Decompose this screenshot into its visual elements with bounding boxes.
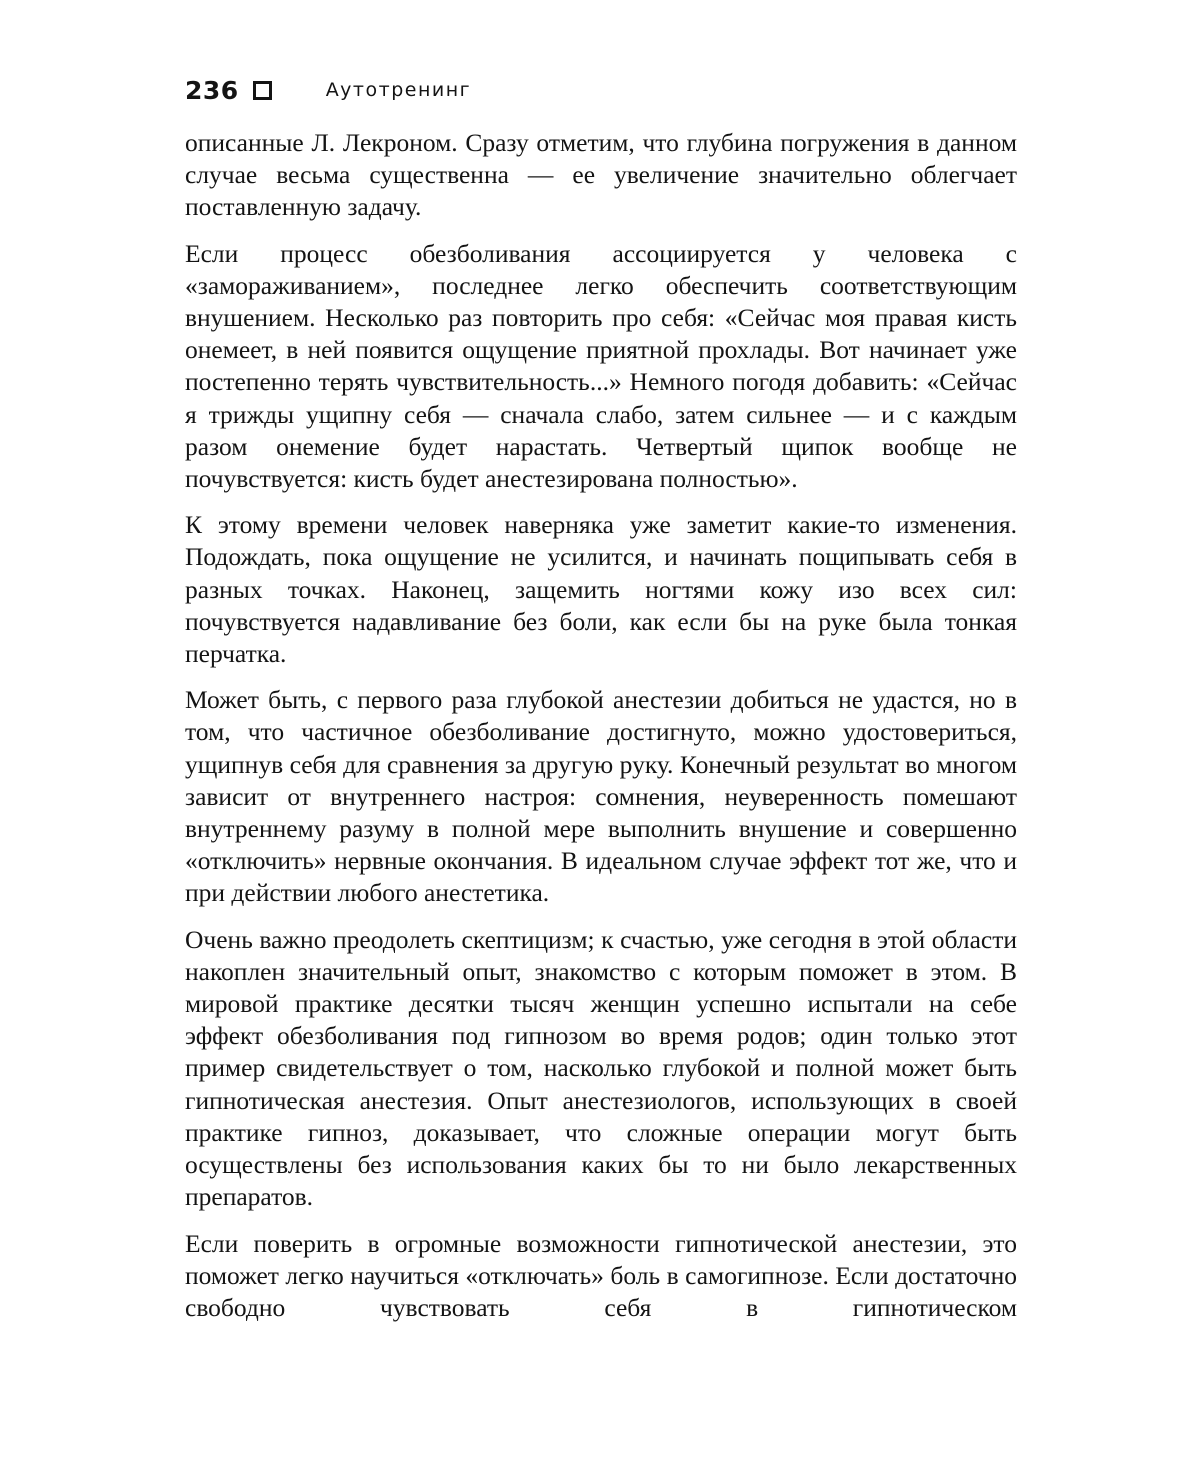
paragraph-1: описанные Л. Лекроном. Сразу отметим, что глубина погружения в данном случае весьма существенна — ее увеличение значительно облегчает поставленную задачу. [185,127,1017,224]
square-bullet-icon [253,81,272,100]
page-number: 236 [185,76,239,105]
body-text [185,127,1017,1338]
paragraph-3: К этому времени человек наверняка уже заметит какие-то изменения. Подождать, пока ощущение не усилится, и начинать пощипывать себя в разных точках. Наконец, защемить ногтями кожу изо всех сил: почувствуется надавливание без боли, как если бы на руке была тонкая перчатка. [185,509,1017,670]
paragraph-2: Если процесс обезболивания ассоциируется у человека с «замораживанием», последнее легко обеспечить соответствующим внушением. Несколько раз повторить про себя: «Сейчас моя правая кисть онемеет, в ней появится ощущение приятной прохлады. Вот начинает уже постепенно терять чувствительность...» Немного погодя добавить: «Сейчас я трижды ущипну себя — сначала слабо, затем сильнее — и с каждым разом онемение будет нарастать. Четвертый щипок вообще не почувствуется: кисть будет анестезирована полностью». [185,238,1017,496]
running-head [185,70,1025,110]
section-title: Аутотренинг [326,79,471,101]
book-page [0,0,1200,1473]
paragraph-4: Может быть, с первого раза глубокой анестезии добиться не удастся, но в том, что частичное обезболивание достигнуто, можно удостовериться, ущипнув себя для сравнения за другую руку. Конечный результат во многом зависит от внутреннего настроя: сомнения, неуверенность помешают внутреннему разуму в полной мере выполнить внушение и совершенно «отключить» нервные окончания. В идеальном случае эффект тот же, что и при действии любого анестетика. [185,684,1017,909]
paragraph-5: Очень важно преодолеть скептицизм; к счастью, уже сегодня в этой области накоплен значительный опыт, знакомство с которым поможет в этом. В мировой практике десятки тысяч женщин успешно испытали на себе эффект обезболивания под гипнозом во время родов; один только этот пример свидетельствует о том, насколько глубокой и полной может быть гипнотическая анестезия. Опыт анестезиологов, использующих в своей практике гипноз, доказывает, что сложные операции могут быть осуществлены без использования каких бы то ни было лекарственных препаратов. [185,924,1017,1214]
paragraph-6: Если поверить в огромные возможности гипнотической анестезии, это поможет легко научиться «отключать» боль в самогипнозе. Если достаточно свободно чувствовать себя в гипнотическом [185,1228,1017,1325]
